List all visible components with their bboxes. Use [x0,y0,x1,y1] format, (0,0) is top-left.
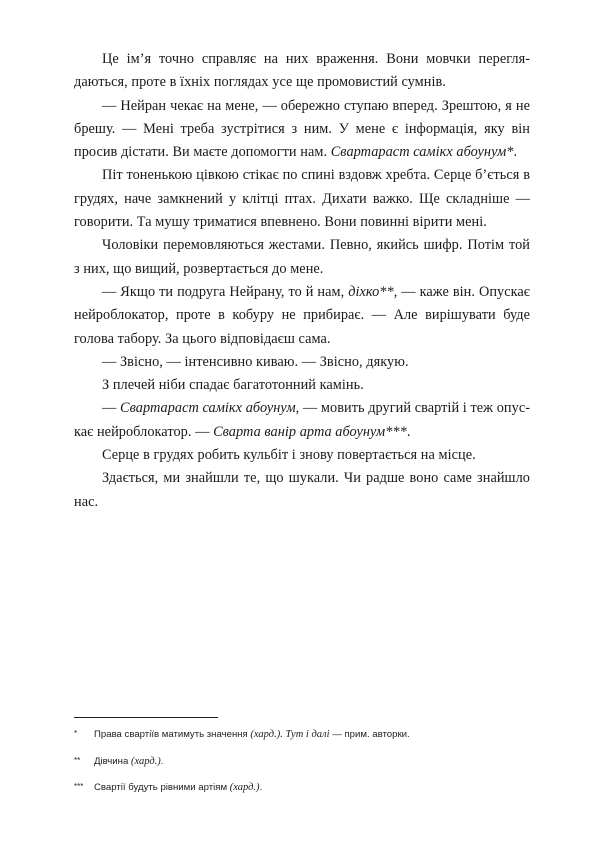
text-run: , — каже він. Опускає нейроблокатор, проте в кобуру не прибирає. — Але вирішувати буде голова табору. За цього відповідаєш сама. [74,283,530,347]
text-run: — Звісно, — інтенсивно киваю. — Звісно, дякую. [102,353,409,370]
text-run: — Нейран чекає на мене, — обережно ступаю вперед. Зрештою, я не брешу. — Мені треба зустрітися з ним. У мене є інформація, яку він просив дістати. Ви маєте допомогти нам. [74,97,530,161]
text-run: — [102,400,120,417]
text-run: Чоловіки перемовляються жестами. Певно, якийсь шифр. Потім той з них, що вищий, розвертається до мене. [74,237,530,277]
text-run: — Якщо ти подруга Нейрану, то й нам, [102,283,349,300]
text-run: . [160,755,164,767]
footnote-mark: ** [74,755,81,765]
italic-text: Сварта ванір арта абоунум*** [213,423,407,440]
footnote [74,780,530,795]
text-run: Це ім’я точно справляє на них враження. Вони мовчки переглядаються, проте в їхніх поглядах усе ще промовистий сумнів. [74,51,530,91]
footnote-mark: *** [74,782,84,791]
text-run: , — мовить другий свартій і теж опускає нейроблокатор. — [74,400,530,440]
text-run: — прим. авторки. [329,729,410,740]
paragraph [74,374,530,397]
text-run: Свартії будуть рівними артіям [94,782,230,793]
paragraph [74,95,530,165]
paragraph [74,397,530,444]
footnotes [74,727,530,807]
footnote-separator [74,717,218,718]
italic-text: Свартараст самікх абоунум* [330,144,514,161]
body-text [74,48,530,514]
text-run: . [513,144,518,161]
text-run: Серце в грудях робить кульбіт і знову повертається на місце. [102,447,476,464]
italic-text: Свартараст самікх абоунум [120,400,296,417]
text-run: Здається, ми знайшли те, що шукали. Чи радше воно саме знайшло нас. [74,470,530,510]
paragraph [74,444,530,467]
paragraph [74,351,530,374]
paragraph [74,164,530,234]
italic-text: (хард.). Тут і далі [250,729,330,740]
paragraph [74,467,530,514]
footnote [74,754,530,769]
italic-text: (хард.) [229,782,260,793]
text-run: Дівчина [94,755,131,767]
paragraph [74,234,530,281]
text-run: . [259,782,263,793]
italic-text: діхко** [348,283,394,300]
text-run: Права свартіїв матимуть значення [94,729,251,740]
paragraph [74,48,530,95]
italic-text: (хард.) [130,755,161,767]
text-run: Піт тоненькою цівкою стікає по спині вздовж хребта. Серце б’ється в грудях, наче замкнений у клітці птах. Дихати важко. Ще складніше — говорити. Та мушу триматися впевнено. Вони повинні вірити мені. [74,167,530,231]
paragraph [74,281,530,351]
footnote-mark: * [74,729,78,738]
text-run: . [406,423,411,440]
footnote [74,727,530,742]
text-run: З плечей ніби спадає багатотонний камінь. [102,377,364,394]
